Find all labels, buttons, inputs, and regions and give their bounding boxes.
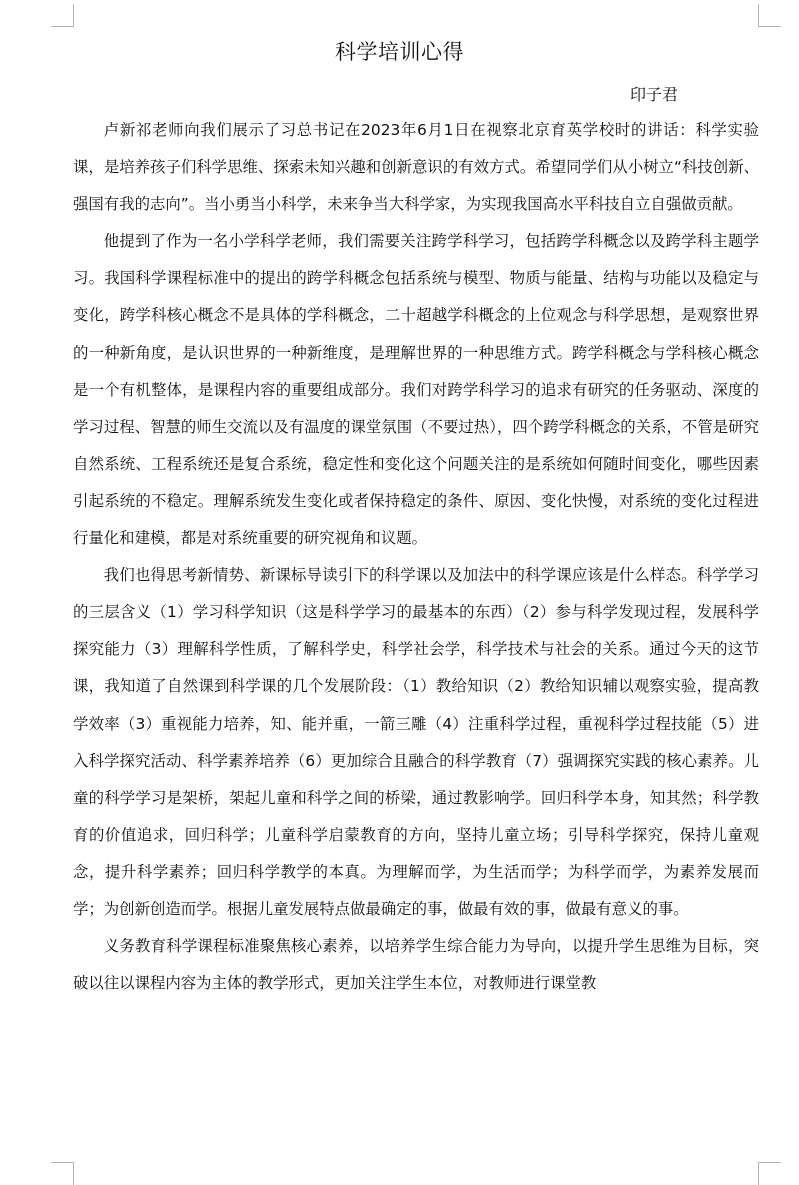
paragraph-2: 他提到了作为一名小学科学老师，我们需要关注跨学科学习，包括跨学科概念以及跨学科主题学习。我国科学课程标准中的提出的跨学科概念包括系统与模型、物质与能量、结构与功能以及稳定与变化，跨学科核心概念不是具体的学科概念，二十超越学科概念的上位观念与科学思想，是观察世界的一种新角度，是认识世界的一种新维度，是理解世界的一种思维方式。跨学科概念与学科核心概念是一个有机整体，是课程内容的重要组成部分。我们对跨学科学习的追求有研究的任务驱动、深度的学习过程、智慧的师生交流以及有温度的课堂氛围（不要过热），四个跨学科概念的关系，不管是研究自然系统、工程系统还是复合系统，稳定性和变化这个问题关注的是系统如何随时间变化，哪些因素引起系统的不稳定。理解系统发生变化或者保持稳定的条件、原因、变化快慢，对系统的变化过程进行量化和建模，都是对系统重要的研究视角和议题。 [73,232,759,548]
crop-mark-bottom-left [51,1162,74,1185]
document-title: 科学培训心得 [335,40,464,64]
crop-mark-top-right [758,4,781,27]
document-author: 印子君 [629,85,678,104]
paragraph-1: 卢新祁老师向我们展示了习总书记在2023年6月1日在视察北京育英学校时的讲话：科学实验课，是培养孩子们科学思维、探索未知兴趣和创新意识的有效方式。希望同学们从小树立“科技创新、强国有我的志向”。当小勇当小科学，未来争当大科学家，为实现我国高水平科技自立自强做贡献。 [73,121,759,214]
crop-mark-bottom-right [758,1162,781,1185]
document-body [73,112,759,1002]
paragraph-4: 义务教育科学课程标准聚焦核心素养，以培养学生综合能力为导向，以提升学生思维为目标，突破以往以课程内容为主体的教学形式，更加关注学生本位，对教师进行课堂教 [73,937,759,993]
paragraph-3: 我们也得思考新情势、新课标导读引下的科学课以及加法中的科学课应该是什么样态。科学学习的三层含义（1）学习科学知识（这是科学学习的最基本的东西）（2）参与科学发现过程，发展科学探究能力（3）理解科学性质，了解科学史，科学社会学，科学技术与社会的关系。通过今天的这节课，我知道了自然课到科学课的几个发展阶段：（1）教给知识（2）教给知识辅以观察实验，提高教学效率（3）重视能力培养，知、能并重，一箭三雕（4）注重科学过程，重视科学过程技能（5）进入科学探究活动、科学素养培养（6）更加综合且融合的科学教育（7）强调探究实践的核心素养。儿童的科学学习是架桥，架起儿童和科学之间的桥梁，通过教影响学。回归科学本身，知其然；科学教育的价值追求，回归科学；儿童科学启蒙教育的方向，坚持儿童立场；引导科学探究，保持儿童观念，提升科学素养；回归科学教学的本真。为理解而学，为生活而学；为科学而学，为素养发展而学；为创新创造而学。根据儿童发展特点做最确定的事，做最有效的事，做最有意义的事。 [73,566,759,918]
crop-mark-top-left [51,4,74,27]
